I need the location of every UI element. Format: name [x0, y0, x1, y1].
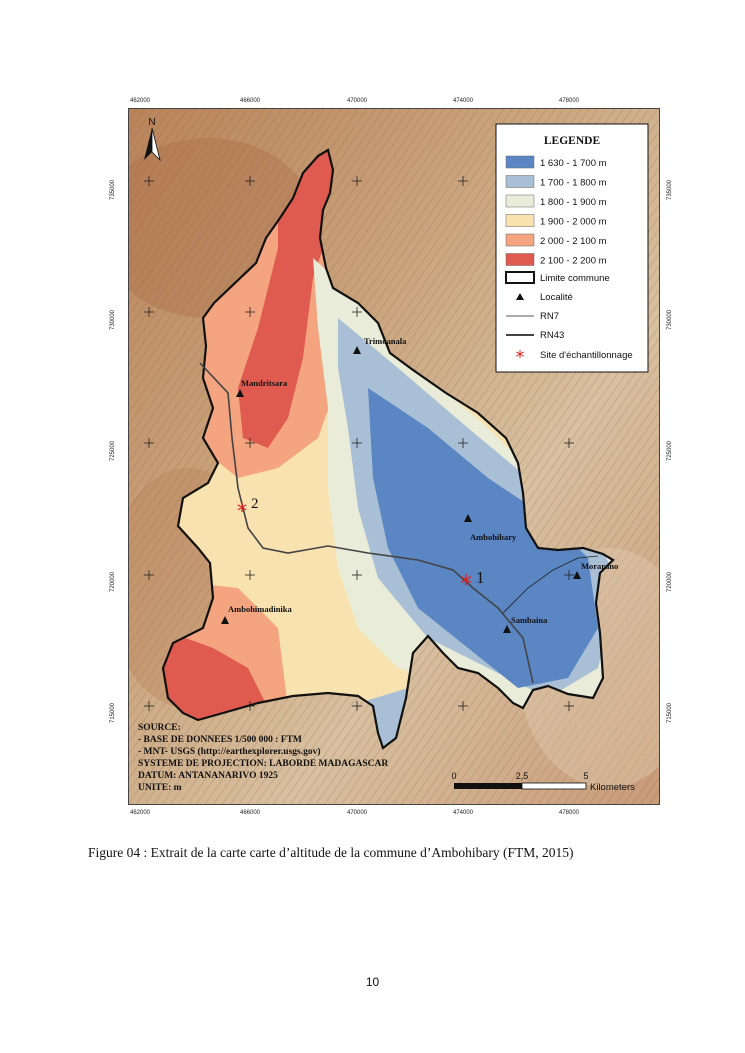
legend-class-label: 2 100 - 2 200 m	[540, 255, 607, 267]
x-coord-bottom-474000: 474000	[452, 810, 474, 816]
y-coord-left-730000: 730000	[110, 309, 116, 331]
legend-class-swatch	[506, 156, 534, 168]
legend-boundary-label: Limite commune	[540, 273, 610, 284]
altitude-map	[128, 108, 660, 805]
x-coord-top-462000: 462000	[129, 98, 151, 104]
scale-tick-0: 0	[451, 771, 457, 781]
legend-sampling-icon: *	[515, 347, 525, 368]
source-line-3: - MNT- USGS (http://earthexplorer.usgs.gov)	[138, 747, 321, 757]
legend-class-label: 1 700 - 1 800 m	[540, 177, 607, 189]
scale-tick-5: 5	[583, 771, 589, 781]
locality-label-ambohimadinika: Ambohimadinika	[228, 604, 292, 614]
legend-class-swatch	[506, 254, 534, 266]
legend-class-label: 2 000 - 2 100 m	[540, 236, 607, 247]
source-line-1: SOURCE:	[138, 723, 181, 733]
y-coord-right-715000: 715000	[667, 702, 673, 724]
page-number: 10	[365, 975, 380, 989]
x-coord-top-466000: 466000	[239, 98, 261, 104]
source-line-2: - BASE DE DONNEES 1/500 000 : FTM	[138, 735, 302, 745]
y-coord-left-715000: 715000	[110, 702, 116, 724]
x-coord-top-474000: 474000	[452, 98, 474, 104]
locality-label-ambohibary: Ambohibary	[470, 532, 517, 542]
locality-label-mandritsara: Mandritsara	[241, 378, 288, 388]
legend-locality-label: Localité	[540, 292, 573, 303]
legend-class-swatch	[506, 195, 534, 207]
legend-class-label: 1 900 - 2 000 m	[540, 216, 607, 228]
legend-boundary-swatch	[506, 272, 534, 283]
sampling-site-1-icon: *	[460, 570, 472, 598]
legend	[496, 124, 648, 372]
svg-text:N: N	[148, 117, 156, 128]
x-coord-bottom-462000: 462000	[129, 810, 151, 816]
x-coord-bottom-478000: 478000	[558, 810, 580, 816]
locality-label-sambaina: Sambaina	[511, 615, 548, 625]
locality-label-trimoanala: Trimoanala	[364, 336, 407, 346]
figure-caption: Figure 04 : Extrait de la carte carte d’altitude de la commune d’Ambohibary (FTM, 2015)	[88, 845, 574, 860]
y-coord-right-720000: 720000	[667, 571, 673, 593]
source-line-6: UNITE: m	[138, 783, 182, 793]
legend-rn7-label: RN7	[540, 311, 560, 322]
x-coord-top-470000: 470000	[346, 98, 368, 104]
legend-class-label: 1 630 - 1 700 m	[540, 158, 607, 169]
y-coord-left-735000: 735000	[110, 179, 116, 201]
scale-unit: Kilometers	[590, 782, 635, 793]
legend-class-label: 1 800 - 1 900 m	[540, 197, 607, 208]
y-coord-left-725000: 725000	[110, 440, 116, 462]
legend-class-swatch	[506, 234, 534, 246]
sampling-site-1-label: 1	[476, 568, 485, 587]
source-line-5: DATUM: ANTANANARIVO 1925	[138, 771, 278, 781]
y-coord-left-720000: 720000	[110, 571, 116, 593]
y-coord-right-730000: 730000	[667, 309, 673, 331]
locality-label-morarano: Morarano	[581, 561, 619, 571]
legend-class-swatch	[506, 176, 534, 188]
sampling-site-2-icon: *	[237, 499, 247, 523]
x-coord-top-478000: 478000	[558, 98, 580, 104]
legend-title: LEGENDE	[543, 135, 601, 147]
x-coord-bottom-470000: 470000	[346, 810, 368, 816]
legend-rn43-label: RN43	[540, 330, 565, 341]
sampling-site-2-label: 2	[251, 496, 259, 512]
legend-sampling-label: Site d'échantillonnage	[540, 350, 633, 361]
y-coord-right-725000: 725000	[667, 440, 673, 462]
scale-tick-2-5: 2,5	[515, 771, 529, 781]
y-coord-right-735000: 735000	[667, 179, 673, 201]
source-line-4: SYSTEME DE PROJECTION: LABORDE MADAGASCAR	[138, 759, 389, 769]
x-coord-bottom-466000: 466000	[239, 810, 261, 816]
legend-class-swatch	[506, 215, 534, 227]
